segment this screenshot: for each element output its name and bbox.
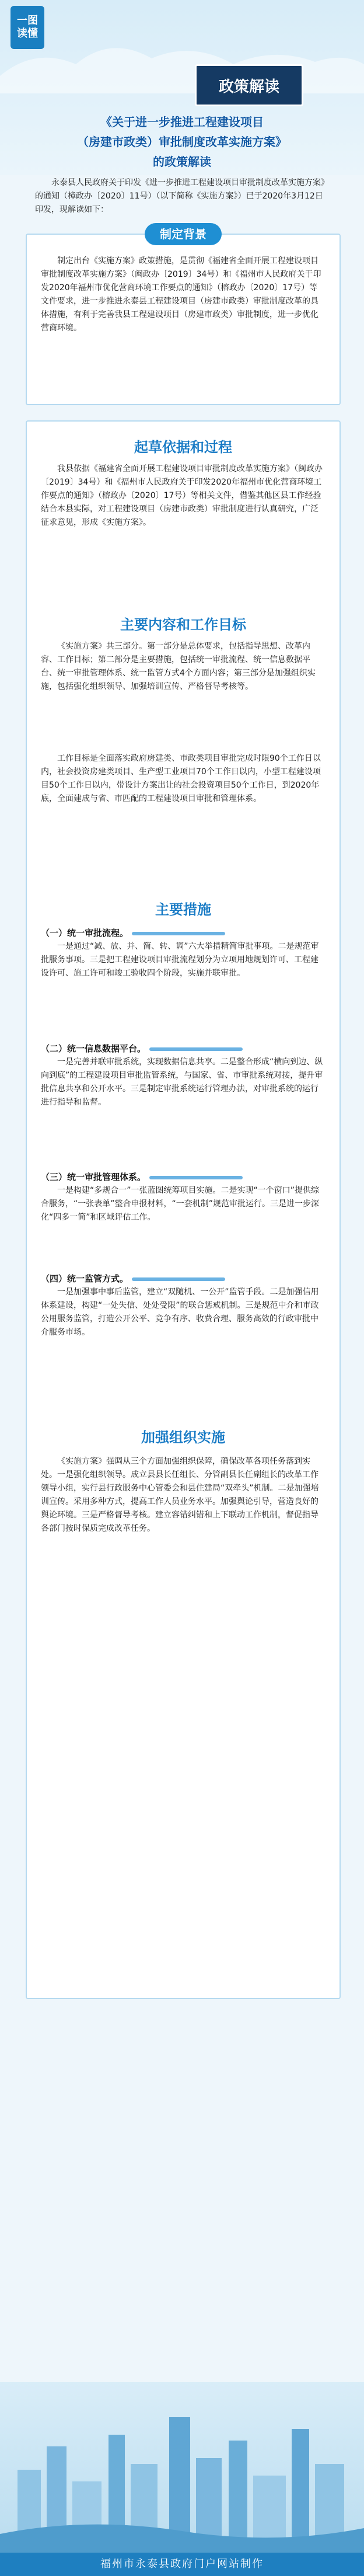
policy-interpretation-badge: 政策解读: [195, 64, 303, 106]
section-label-background: 制定背景: [145, 223, 222, 245]
drafting-text: 我县依据《福建省全面开展工程建设项目审批制度改革实施方案》（闽政办〔2019〕34号）和《福州市人民政府关于印发2020年福州市优化营商环境工作要点的通知》（榕政办〔2020〕17号）等相关文件，借鉴其他区县工作经验结合本县实际，对工程建设项目（房建市政类）审批制度进行认真研究，广泛征求意见，形成《实施方案》。: [41, 464, 323, 527]
page-title: [23, 112, 341, 172]
title-underline-bar: [132, 1277, 225, 1281]
cloud-decoration: [0, 23, 364, 93]
measure-text: 一是加强事中事后监管，建立“双随机、一公开”监管手段。二是加强信用体系建设，构建“一处失信、处处受限”的联合惩戒机制。三是规范中介和市政公用服务监管，打造公开公平、竞争有序、收费合理、服务高效的行政审批中介服务市场。: [41, 1287, 319, 1337]
intro-paragraph: 永泰县人民政府关于印发《进一步推进工程建设项目审批制度改革实施方案》的通知（樟政办〔2020〕11号）（以下简称《实施方案》）已于2020年3月12日印发，现解读如下：: [35, 178, 329, 214]
background-card: [26, 227, 341, 405]
logo-line-2: 读懂: [17, 27, 38, 40]
measure-title: （一）统一审批流程。: [41, 928, 129, 938]
measure-title: （四）统一监管方式。: [41, 1273, 129, 1284]
measure-item: [41, 926, 326, 980]
footer-credit: 福州市永泰县政府门户网站制作: [0, 2553, 364, 2576]
measure-text: 一是构建“多规合一”一张蓝图统筹项目实施。二是实现“一个窗口”提供综合服务，“一张表单”整合申报材料，“一套机制”规范审批运行。三是进一步深化“四多一简”和区域评估工作。: [41, 1186, 320, 1222]
measure-item: [41, 1170, 326, 1224]
section-heading-measures: 主要措施: [155, 901, 211, 918]
organize-text: 《实施方案》强调从三个方面加强组织保障，确保改革各项任务落到实处。一是强化组织领导。成立县县长任组长、分管副县长任副组长的改革工作领导小组，实行县行政服务中心管委会和县住建局“双牵头”机制。二是加强培训宣传。采用多种方式，提高工作人员业务水平。加强舆论引导，营造良好的舆论环境。三是严格督导考核。建立容错纠错和上下联动工作机制，督促指导各部门按时保质完成改革任务。: [41, 1457, 319, 1533]
title-line-2: （房建市政类）审批制度改革实施方案》: [77, 135, 287, 149]
measure-title: （二）统一信息数据平台。: [41, 1043, 146, 1054]
content-text-1: 《实施方案》共三部分。第一部分是总体要求，包括指导思想、改革内容、工作目标；第二部分是主要措施，包括统一审批流程、统一信息数据平台、统一审批管理体系、统一监管方式4个方面内容；第三部分是加强组织实施，包括强化组织领导、加强培训宣传、严格督导考核等。: [41, 642, 316, 691]
content-text-2: 工作目标是全面落实政府房建类、市政类项目审批完成时限90个工作日以内，社会投资房建类项目、生产型工业项目70个工作日以内，小型工程建设项目50个工作日以内，带设计方案出让的社会投资项目50个工作日，到2020年底，全面建成与省、市匹配的工程建设项目审批和管理体系。: [41, 754, 321, 803]
measure-text: 一是通过“减、放、并、简、转、调”六大举措精简审批事项。二是规范审批服务事项。三是把工程建设项目审批流程划分为立项用地规划许可、工程建设许可、施工许可和竣工验收四个阶段，实施并联审批。: [41, 942, 319, 978]
title-underline-bar: [149, 1176, 243, 1179]
header: [0, 0, 364, 175]
measure-title: （三）统一审批管理体系。: [41, 1172, 146, 1182]
title-line-3: 的政策解读: [153, 155, 211, 169]
city-skyline-illustration: [0, 2382, 364, 2557]
title-underline-bar: [149, 1047, 243, 1051]
title-underline-bar: [132, 932, 225, 935]
logo-badge: [10, 6, 44, 49]
title-line-1: 《关于进一步推进工程建设项目: [100, 115, 264, 129]
measure-text: 一是完善并联审批系统，实现数据信息共享。二是整合形成“横向到边、纵向到底”的工程建设项目审批监管系统，与国家、省、市审批系统对接，提升审批信息共享和公开水平。三是制定审批系统运行管理办法，对审批系统的运行进行指导和监督。: [41, 1057, 323, 1107]
main-content-card: [26, 420, 341, 1999]
logo-line-1: 一图: [17, 15, 38, 27]
section-heading-content: 主要内容和工作目标: [120, 617, 246, 633]
skyline-icon: [0, 2382, 364, 2557]
measure-item: [41, 1042, 326, 1109]
section-heading-drafting: 起草依据和过程: [134, 439, 232, 455]
section-heading-organize: 加强组织实施: [141, 1429, 225, 1446]
measure-item: [41, 1272, 326, 1339]
background-text: 制定出台《实施方案》政策措施，是贯彻《福建省全面开展工程建设项目审批制度改革实施方案》（闽政办〔2019〕34号）和《福州市人民政府关于印发2020年福州市优化营商环境工作要点的通知》（榕政办〔2020〕17号）等文件要求，进一步推进永泰县工程建设项目（房建市政类）审批制度改革的具体措施，有利于完善我县工程建设项目（房建市政类）审批制度，进一步优化营商环境。: [41, 256, 321, 333]
